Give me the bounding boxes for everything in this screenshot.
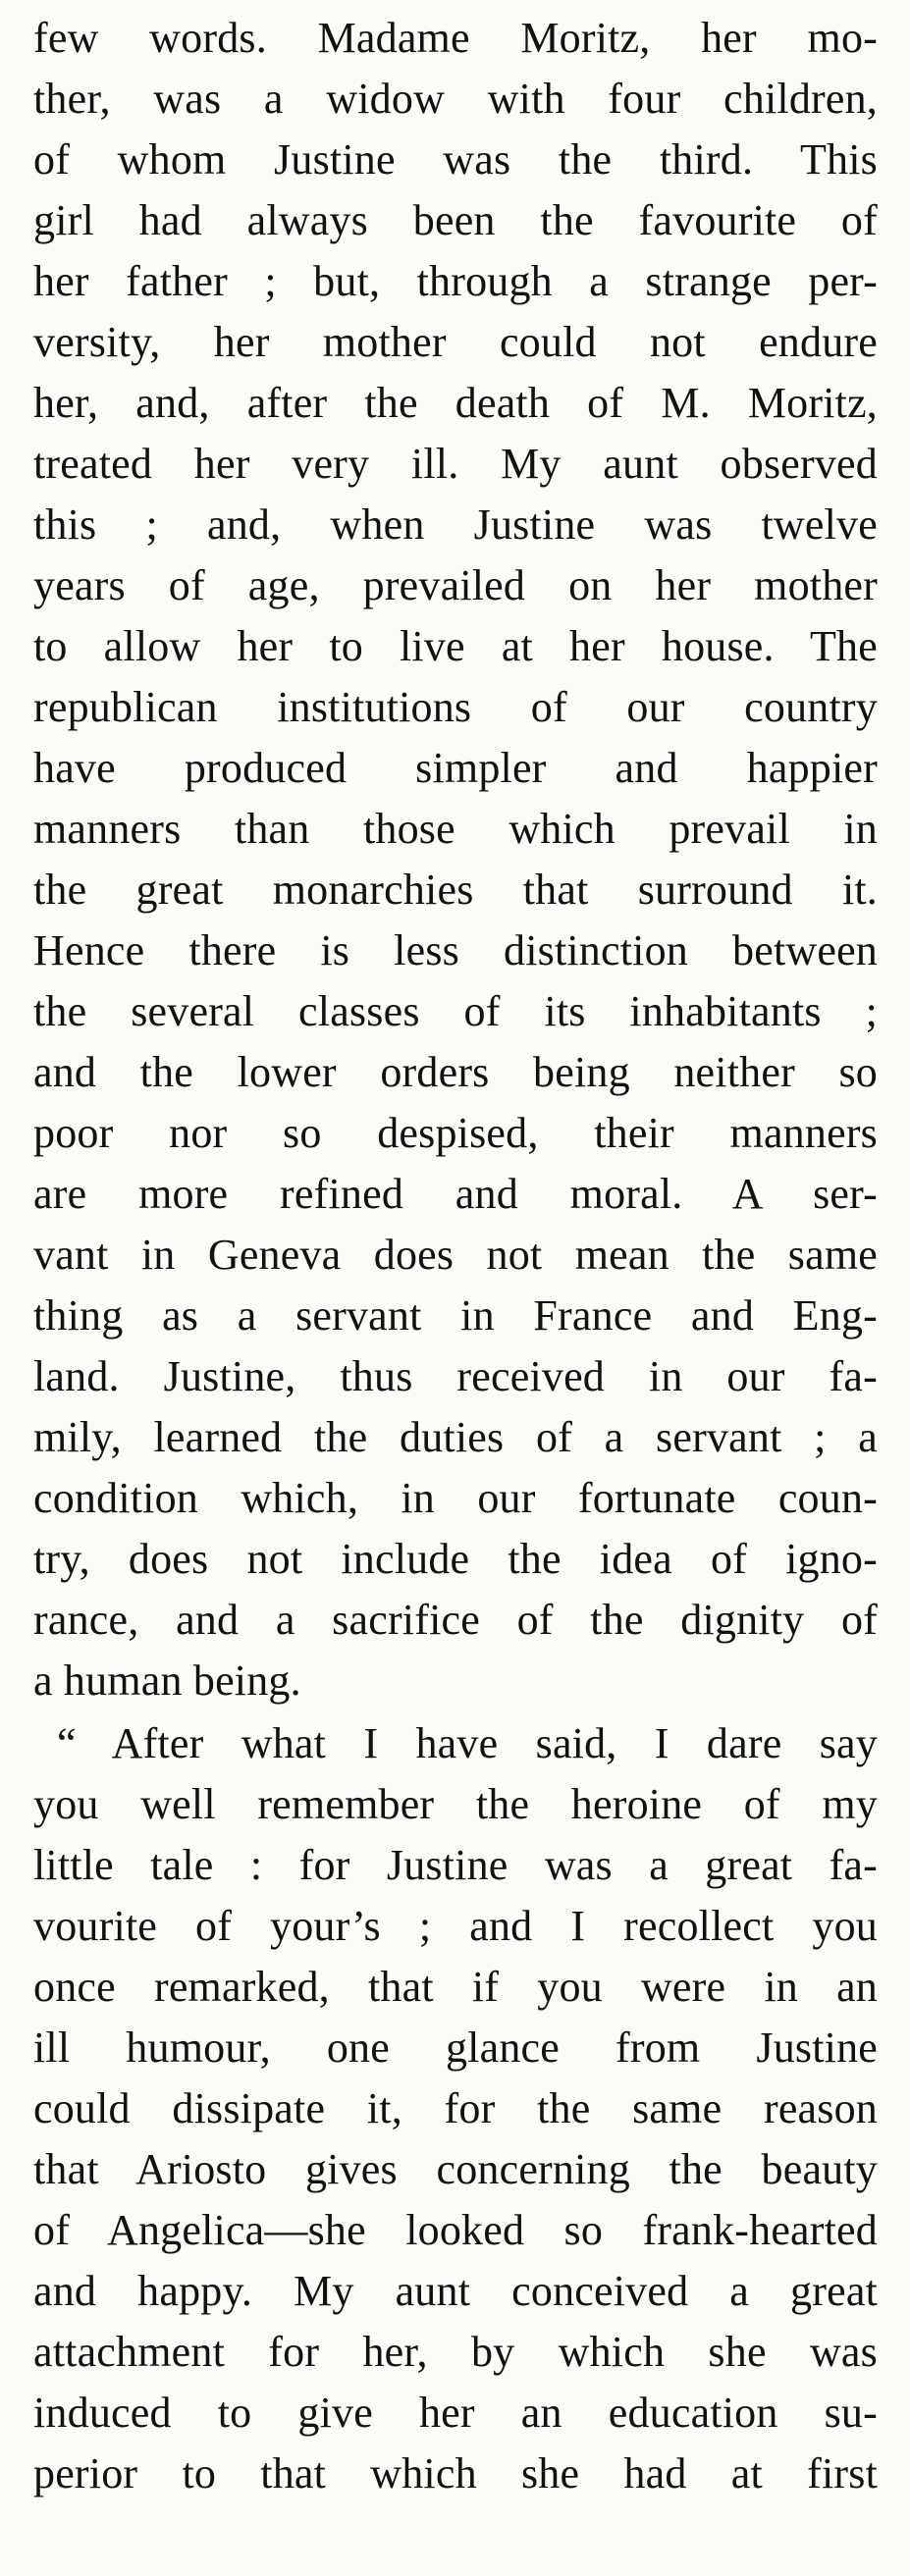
text-line: republican institutions of our country <box>33 683 878 731</box>
text-line: are more refined and moral. A ser- <box>33 1170 878 1218</box>
text-line: ill humour, one glance from Justine <box>33 2024 878 2072</box>
text-line: the great monarchies that surround it. <box>33 866 878 914</box>
text-line: this ; and, when Justine was twelve <box>33 500 878 549</box>
text-line: manners than those which prevail in <box>33 805 878 853</box>
text-line: you well remember the heroine of my <box>33 1780 878 1828</box>
text-line: once remarked, that if you were in an <box>33 1963 878 2011</box>
text-line: to allow her to live at her house. The <box>33 622 878 670</box>
text-line: versity, her mother could not endure <box>33 318 878 366</box>
text-line: and happy. My aunt conceived a great <box>33 2267 878 2315</box>
text-line: treated her very ill. My aunt observed <box>33 440 878 488</box>
text-line: thing as a servant in France and Eng- <box>33 1291 878 1340</box>
text-line: have produced simpler and happier <box>33 744 878 792</box>
text-line: ther, was a widow with four children, <box>33 75 878 123</box>
text-line: vourite of your’s ; and I recollect you <box>33 1902 878 1950</box>
text-line: girl had always been the favourite of <box>33 196 878 244</box>
text-line: the several classes of its inhabitants ; <box>33 987 878 1035</box>
text-line: mily, learned the duties of a servant ; a <box>33 1413 878 1461</box>
text-line: her, and, after the death of M. Moritz, <box>33 379 878 427</box>
text-line: try, does not include the idea of igno- <box>33 1535 878 1583</box>
text-line: land. Justine, thus received in our fa- <box>33 1352 878 1400</box>
text-line: little tale : for Justine was a great fa- <box>33 1841 878 1889</box>
text-line: vant in Geneva does not mean the same <box>33 1231 878 1279</box>
text-line: Hence there is less distinction between <box>33 926 878 974</box>
text-line: of Angelica—she looked so frank-hearted <box>33 2206 878 2254</box>
text-line: perior to that which she had at first <box>33 2449 878 2497</box>
text-line: rance, and a sacrifice of the dignity of <box>33 1596 878 1644</box>
text-line: few words. Madame Moritz, her mo- <box>33 14 878 62</box>
text-line: and the lower orders being neither so <box>33 1048 878 1096</box>
text-line: years of age, prevailed on her mother <box>33 561 878 609</box>
text-line: her father ; but, through a strange per- <box>33 257 878 305</box>
text-line: poor nor so despised, their manners <box>33 1109 878 1157</box>
text-line: attachment for her, by which she was <box>33 2328 878 2376</box>
text-line: condition which, in our fortunate coun- <box>33 1474 878 1522</box>
text-line: of whom Justine was the third. This <box>33 135 878 184</box>
text-line: induced to give her an education su- <box>33 2389 878 2437</box>
text-line: that Ariosto gives concerning the beauty <box>33 2145 878 2193</box>
text-line: a human being. <box>33 1656 301 1705</box>
text-line: could dissipate it, for the same reason <box>33 2084 878 2132</box>
text-line: “ After what I have said, I dare say <box>57 1719 878 1767</box>
